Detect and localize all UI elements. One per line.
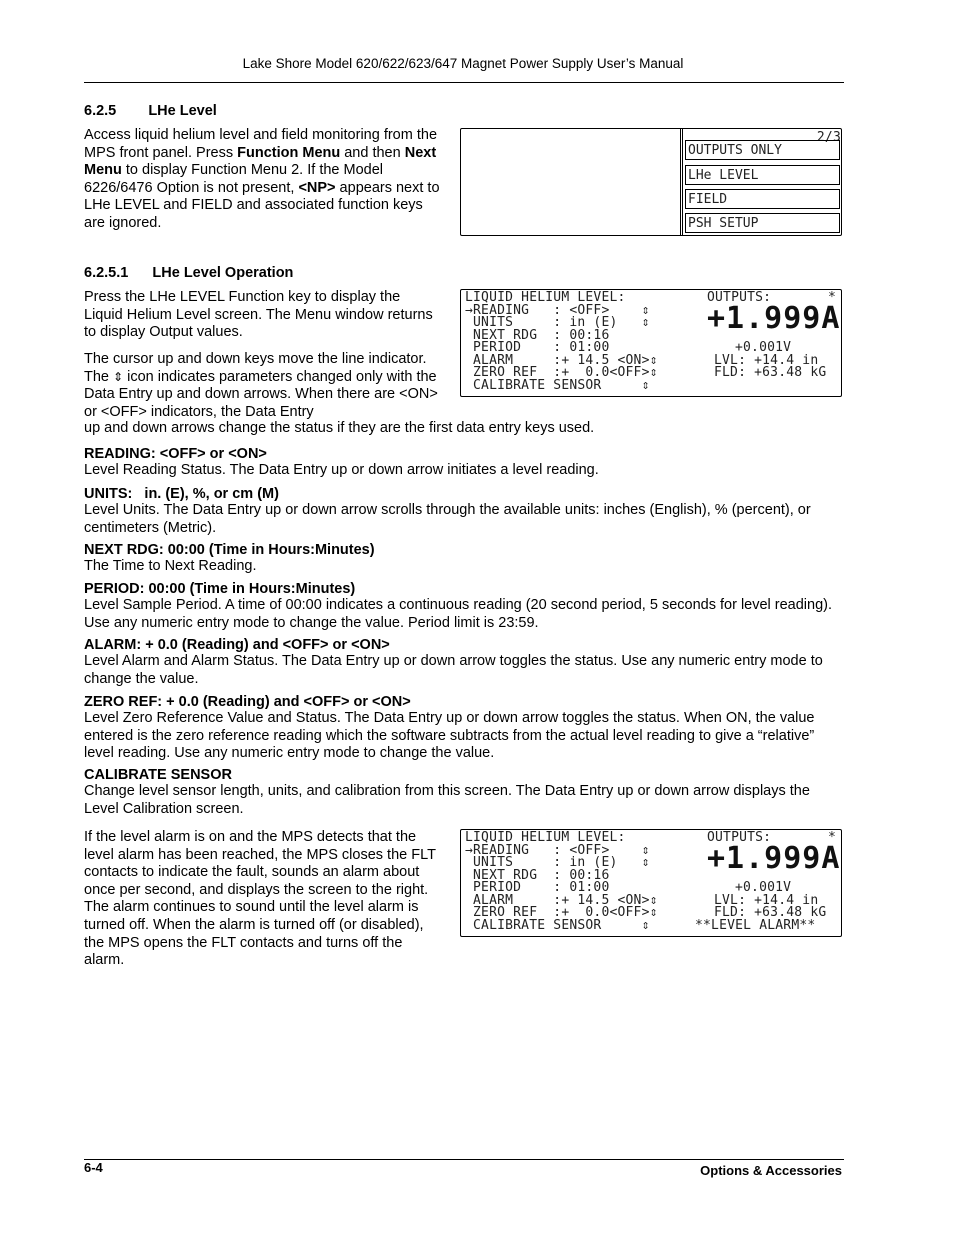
lcd-line-6: ALARM :+ 14.5 <ON>⇕ xyxy=(465,892,658,908)
menu-item-lhe-level: LHe LEVEL xyxy=(685,165,840,185)
lcd-line-3: UNITS : in (E) ⇕ xyxy=(465,855,650,870)
level-readout: LVL: +14.4 in xyxy=(714,892,819,908)
level-readout: LVL: +14.4 in xyxy=(714,352,819,368)
footer-rule xyxy=(84,1159,844,1160)
field-readout: FLD: +63.48 kG xyxy=(714,365,827,380)
asterisk-indicator: * xyxy=(827,830,836,845)
parameter-term: PERIOD: 00:00 (Time in Hours:Minutes) xyxy=(84,581,356,597)
output-current: +1.999A xyxy=(707,301,841,336)
subsection-title: LHe Level Operation xyxy=(152,265,294,281)
parameter-entry xyxy=(84,767,844,818)
level-alarm-para: If the level alarm is on and the MPS detects that the level alarm has been reached, the MPS closes the FLT contacts to indicate the fault, sounds an alarm about once per second, and displays the screen to the right. The alarm continues to sound until the level alarm is turned off. When the alarm is turned off (or disabled), the MPS opens the FLT contacts and turns off the alarm. xyxy=(84,829,436,969)
running-header: Lake Shore Model 620/622/623/647 Magnet Power Supply User’s Manual xyxy=(242,56,684,71)
parameter-entry xyxy=(84,446,844,480)
section-title: LHe Level xyxy=(148,103,217,119)
parameter-description: The Time to Next Reading. xyxy=(84,558,257,574)
lcd-line-8: CALIBRATE SENSOR ⇕ xyxy=(465,917,650,933)
menu-page-indicator: 2/3 xyxy=(816,130,841,145)
parameter-description: Level Zero Reference Value and Status. The Data Entry up or down arrow toggles the status. When ON, the value entered is the zero reference reading which the software subtracts from the actual level reading to give a “relative” level reading. Use any numeric entry mode to change the value. xyxy=(84,710,815,761)
parameter-description: Change level sensor length, units, and calibration from this screen. The Data Entry up or down arrow displays the Level Calibration screen. xyxy=(84,783,810,817)
subsection-heading xyxy=(84,265,293,281)
lcd-line-8: CALIBRATE SENSOR ⇕ xyxy=(465,377,650,393)
lcd-line-2: →READING : <OFF> ⇕ xyxy=(465,842,650,858)
section-intro xyxy=(84,127,444,233)
lcd-line-1: LIQUID HELIUM LEVEL: xyxy=(465,290,626,305)
key-name: Next Menu xyxy=(84,144,437,179)
intro-text: and then xyxy=(340,144,405,161)
parameter-description: Level Alarm and Alarm Status. The Data Entry up or down arrow toggles the status. Use any numeric entry mode to change the value. xyxy=(84,653,823,687)
lhe-level-screen xyxy=(460,289,842,397)
output-voltage: +0.001V xyxy=(735,340,792,355)
up-down-arrow-icon: ⇕ xyxy=(113,369,124,384)
intro-text: appears next to LHe LEVEL and FIELD and associated function keys are ignored. xyxy=(84,179,440,231)
menu-item-field: FIELD xyxy=(685,189,840,209)
intro-text: Access liquid helium level and field monitoring from the MPS front panel. Press xyxy=(84,127,438,161)
menu-item-psh-setup: PSH SETUP xyxy=(685,213,840,233)
parameter-entry xyxy=(84,637,844,688)
operation-para-2: The cursor up and down keys move the line indicator. The ⇕ icon indicates parameters changed only with the Data Entry up and down arrows. When there are <ON> or <OFF> indicators, the Data Entry xyxy=(84,351,438,420)
lcd-line-4: NEXT RDG : 00:16 xyxy=(465,867,610,883)
asterisk-indicator: * xyxy=(827,290,836,305)
lcd-line-1: LIQUID HELIUM LEVEL: xyxy=(465,830,626,845)
output-voltage: +0.001V xyxy=(735,880,792,895)
lcd-line-3: UNITS : in (E) ⇕ xyxy=(465,315,650,330)
section-heading xyxy=(84,103,217,119)
outputs-label: OUTPUTS: xyxy=(707,290,772,305)
function-menu-screen xyxy=(460,128,842,236)
parameter-entry xyxy=(84,581,844,632)
lcd-line-4: NEXT RDG : 00:16 xyxy=(465,327,610,343)
header-rule xyxy=(84,82,844,83)
parameter-description: Level Sample Period. A time of 00:00 indicates a continuous reading (20 second period, 5 seconds for level reading). Use any numeric entry mode to change the value. Period limit is 23:59. xyxy=(84,597,833,631)
field-readout: FLD: +63.48 kG xyxy=(714,905,827,920)
lcd-line-2: →READING : <OFF> ⇕ xyxy=(465,302,650,318)
intro-text: to display Function Menu 2. If the Model 6226/6476 Option is not present, xyxy=(84,162,384,196)
outputs-label: OUTPUTS: xyxy=(707,830,772,845)
key-name: <NP> xyxy=(298,179,336,196)
parameter-description: Level Reading Status. The Data Entry up or down arrow initiates a level reading. xyxy=(84,462,599,478)
lcd-line-7: ZERO REF :+ 0.0<OFF>⇕ xyxy=(465,365,658,380)
chapter-title: Options & Accessories xyxy=(700,1163,842,1178)
level-alarm-screen xyxy=(460,829,842,937)
parameter-term: UNITS: in. (E), %, or cm (M) xyxy=(84,486,279,502)
lcd-line-5: PERIOD : 01:00 xyxy=(465,880,610,895)
parameter-entry xyxy=(84,486,844,537)
subsection-number: 6.2.5.1 xyxy=(84,265,129,281)
section-number: 6.2.5 xyxy=(84,103,117,119)
parameter-entry xyxy=(84,694,844,763)
parameter-term: ZERO REF: + 0.0 (Reading) and <OFF> or <ON> xyxy=(84,694,411,710)
lcd-line-5: PERIOD : 01:00 xyxy=(465,340,610,355)
menu-column xyxy=(680,129,843,235)
key-name: Function Menu xyxy=(237,144,341,161)
output-current: +1.999A xyxy=(707,841,841,876)
operation-para-1: Press the LHe LEVEL Function key to display the Liquid Helium Level screen. The Menu window returns to display Output values. xyxy=(84,289,433,341)
level-alarm-message: **LEVEL ALARM** xyxy=(695,917,816,933)
lcd-line-7: ZERO REF :+ 0.0<OFF>⇕ xyxy=(465,905,658,920)
parameter-entry xyxy=(84,542,844,576)
menu-item-outputs-only: OUTPUTS ONLY xyxy=(685,140,840,160)
parameter-term: READING: <OFF> or <ON> xyxy=(84,446,267,462)
page-number: 6-4 xyxy=(84,1160,103,1175)
parameter-term: ALARM: + 0.0 (Reading) and <OFF> or <ON> xyxy=(84,637,390,653)
lcd-line-6: ALARM :+ 14.5 <ON>⇕ xyxy=(465,352,658,368)
parameter-description: Level Units. The Data Entry up or down arrow scrolls through the available units: inches (English), % (percent), or centimeters (Metric). xyxy=(84,502,811,536)
operation-para-2-cont: up and down arrows change the status if they are the first data entry keys used. xyxy=(84,420,595,436)
parameter-term: NEXT RDG: 00:00 (Time in Hours:Minutes) xyxy=(84,542,375,558)
parameter-term: CALIBRATE SENSOR xyxy=(84,767,232,783)
